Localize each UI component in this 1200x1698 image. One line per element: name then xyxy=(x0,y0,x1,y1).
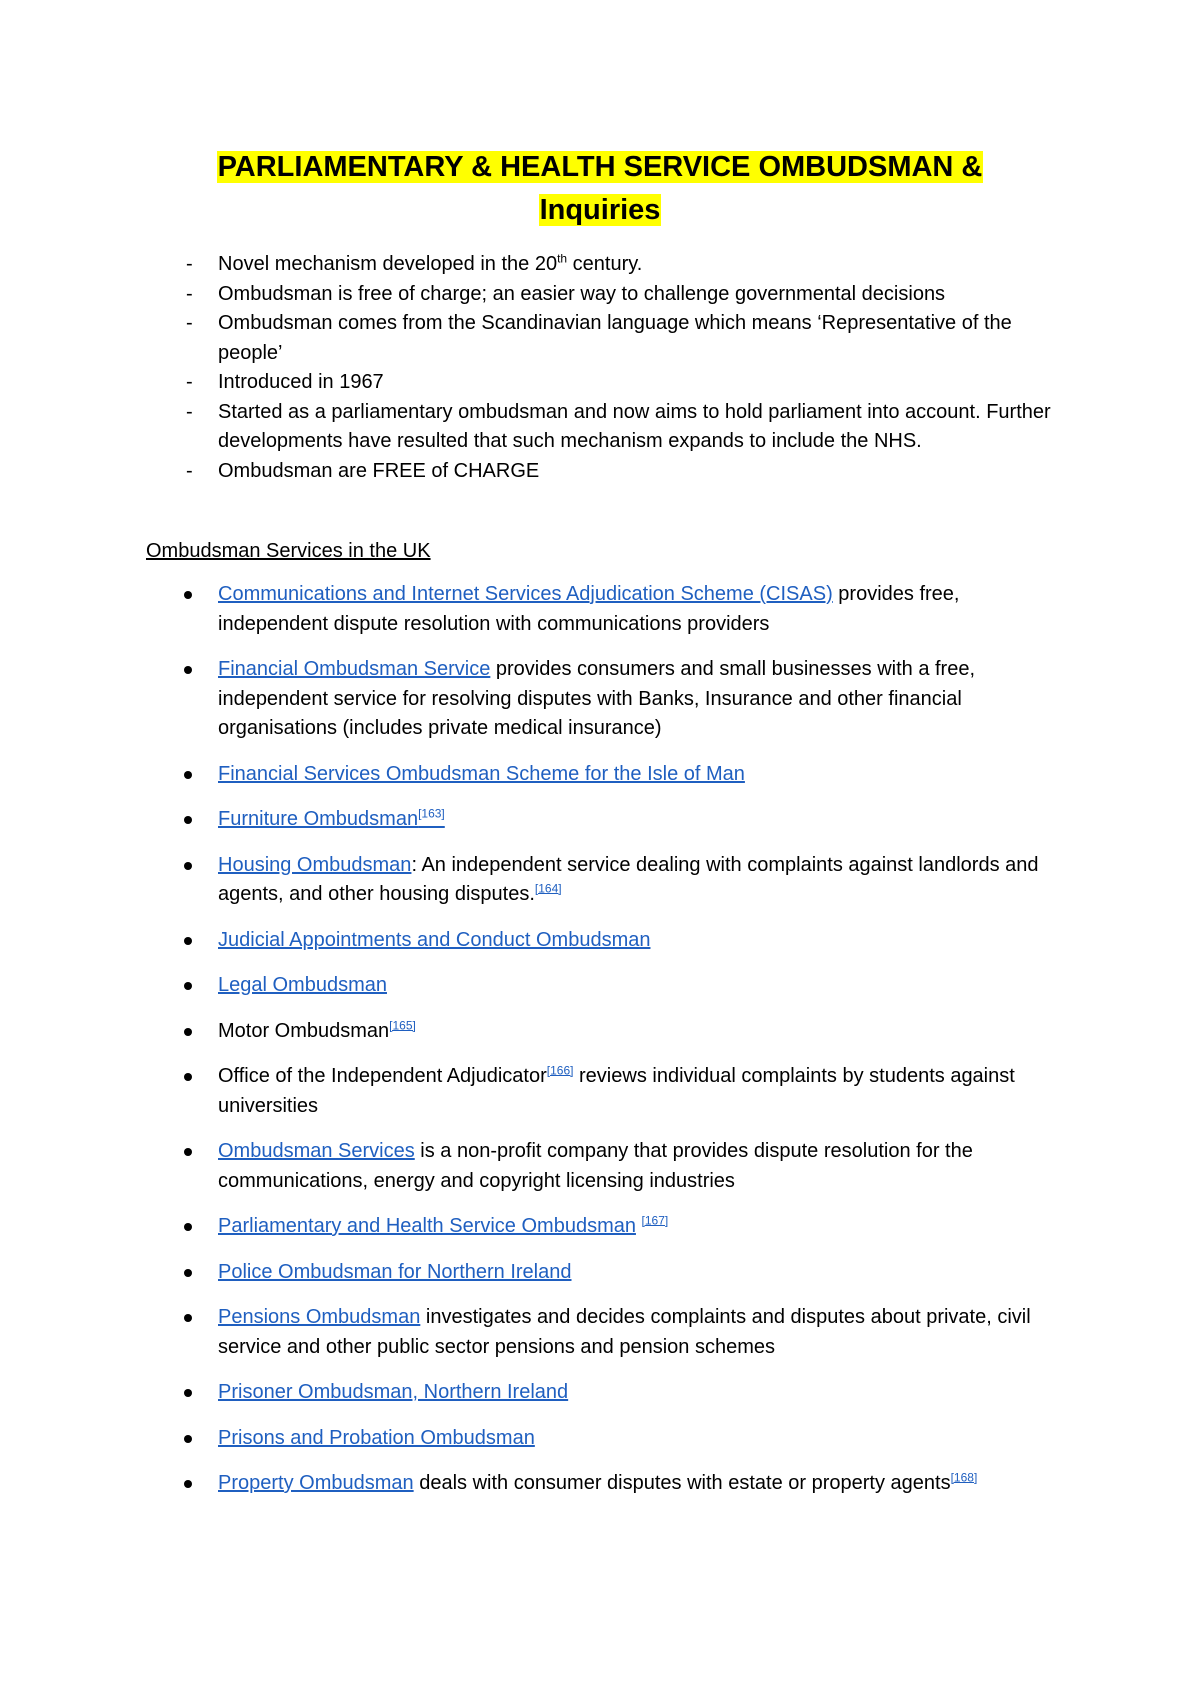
intro-text: Ombudsman comes from the Scandinavian language which means ‘Representative of the people’ xyxy=(218,312,1012,364)
service-description: : An independent service dealing with complaints against landlords and agents, and other housing disputes. xyxy=(218,853,1039,905)
bullet-icon xyxy=(184,1435,192,1443)
service-link[interactable]: Legal Ombudsman xyxy=(218,974,387,996)
list-item xyxy=(186,580,1066,639)
list-item xyxy=(186,760,1066,790)
service-link[interactable]: Furniture Ombudsman[163] xyxy=(218,806,445,830)
dash-marker: - xyxy=(186,371,193,393)
dash-marker: - xyxy=(186,312,193,334)
intro-text: Started as a parliamentary ombudsman and now aims to hold parliament into account. Further developments have resulted that such mechanism expands to include the NHS. xyxy=(218,400,1051,452)
intro-text: Introduced in 1967 xyxy=(218,371,384,393)
reference-link[interactable]: [167] xyxy=(641,1213,669,1228)
service-link[interactable]: Parliamentary and Health Service Ombudsman xyxy=(218,1215,636,1237)
bullet-icon xyxy=(184,771,192,779)
list-item xyxy=(186,926,1066,956)
bullet-icon xyxy=(184,862,192,870)
bullet-icon xyxy=(184,1269,192,1277)
bullet-icon xyxy=(184,666,192,674)
dash-marker: - xyxy=(186,400,193,423)
dash-marker: - xyxy=(186,253,193,275)
intro-list-item xyxy=(186,457,1066,487)
service-description: deals with consumer disputes with estate or property agents xyxy=(413,1472,951,1494)
bullet-icon xyxy=(184,816,192,824)
bullet-icon xyxy=(184,982,192,990)
service-link[interactable]: Police Ombudsman for Northern Ireland xyxy=(218,1260,572,1283)
reference-link[interactable]: [168] xyxy=(950,1470,978,1485)
list-item xyxy=(186,1212,1066,1242)
intro-list-item xyxy=(186,280,1066,310)
service-link[interactable]: Judicial Appointments and Conduct Ombudsman xyxy=(218,928,651,951)
bullet-icon xyxy=(184,1148,192,1156)
bullet-icon xyxy=(184,1223,192,1231)
service-description: provides consumers and small businesses with a free, independent service for resolving disputes with Banks, Insurance and other financial organisations (includes private medical insurance) xyxy=(218,658,976,739)
bullet-icon xyxy=(184,937,192,945)
list-item xyxy=(186,1258,1066,1288)
list-item xyxy=(186,971,1066,1001)
intro-text: Ombudsman is free of charge; an easier way to challenge governmental decisions xyxy=(218,282,946,305)
service-link[interactable]: Property Ombudsman xyxy=(218,1472,414,1494)
service-link[interactable]: Prisoner Ombudsman, Northern Ireland xyxy=(218,1381,569,1403)
bullet-icon xyxy=(184,1073,192,1081)
list-item xyxy=(186,1062,1066,1121)
intro-text: Ombudsman are FREE of CHARGE xyxy=(218,459,540,482)
list-item xyxy=(186,805,1066,835)
dash-marker: - xyxy=(186,459,193,482)
service-name: Motor Ombudsman xyxy=(218,1019,390,1042)
reference-link[interactable]: [164] xyxy=(534,881,562,896)
intro-list-item xyxy=(186,398,1066,457)
service-description: reviews individual complaints by students against universities xyxy=(218,1065,1015,1117)
service-link[interactable]: Prisons and Probation Ombudsman xyxy=(218,1426,535,1449)
list-item xyxy=(186,655,1066,744)
intro-list-item xyxy=(186,368,1066,398)
bullet-icon xyxy=(184,1314,192,1322)
list-item xyxy=(186,1137,1066,1196)
intro-text-tail: century. xyxy=(567,253,643,275)
document-title xyxy=(0,146,1200,232)
list-item xyxy=(186,851,1066,910)
list-item xyxy=(186,1469,1066,1499)
list-item xyxy=(186,1017,1066,1047)
dash-marker: - xyxy=(186,282,193,305)
intro-list-item xyxy=(186,309,1066,368)
service-link[interactable]: Communications and Internet Services Adjudication Scheme (CISAS) xyxy=(218,583,833,605)
reference-link[interactable]: [165] xyxy=(389,1017,416,1032)
intro-list xyxy=(186,250,1066,486)
service-name: Office of the Independent Adjudicator xyxy=(218,1065,547,1087)
list-item xyxy=(186,1378,1066,1408)
bullet-icon xyxy=(184,1028,192,1036)
services-list xyxy=(186,580,1066,1515)
intro-text: Novel mechanism developed in the 20 xyxy=(218,253,558,275)
superscript: th xyxy=(557,251,568,266)
reference-link[interactable]: [166] xyxy=(546,1063,574,1078)
list-item xyxy=(186,1424,1066,1454)
service-link[interactable]: Financial Ombudsman Service xyxy=(218,658,491,680)
bullet-icon xyxy=(184,1480,192,1488)
service-link[interactable]: Housing Ombudsman xyxy=(218,853,412,876)
list-item xyxy=(186,1303,1066,1362)
bullet-icon xyxy=(184,1389,192,1397)
title-line-2: Inquiries xyxy=(539,194,661,226)
service-link[interactable]: Ombudsman Services xyxy=(218,1140,415,1162)
service-description: provides free, independent dispute resolution with communications providers xyxy=(218,583,960,635)
section-heading: Ombudsman Services in the UK xyxy=(146,540,431,562)
service-description: investigates and decides complaints and disputes about private, civil service and other public sector pensions and pension schemes xyxy=(218,1306,1031,1358)
service-description: is a non-profit company that provides dispute resolution for the communications, energy and copyright licensing industries xyxy=(218,1140,973,1192)
service-link[interactable]: Financial Services Ombudsman Scheme for the Isle of Man xyxy=(218,762,745,785)
intro-list-item xyxy=(186,250,1066,280)
service-link[interactable]: Pensions Ombudsman xyxy=(218,1306,421,1328)
title-line-1: PARLIAMENTARY & HEALTH SERVICE OMBUDSMAN & xyxy=(217,151,983,183)
reference-link[interactable]: [163] xyxy=(418,806,445,821)
bullet-icon xyxy=(184,591,192,599)
